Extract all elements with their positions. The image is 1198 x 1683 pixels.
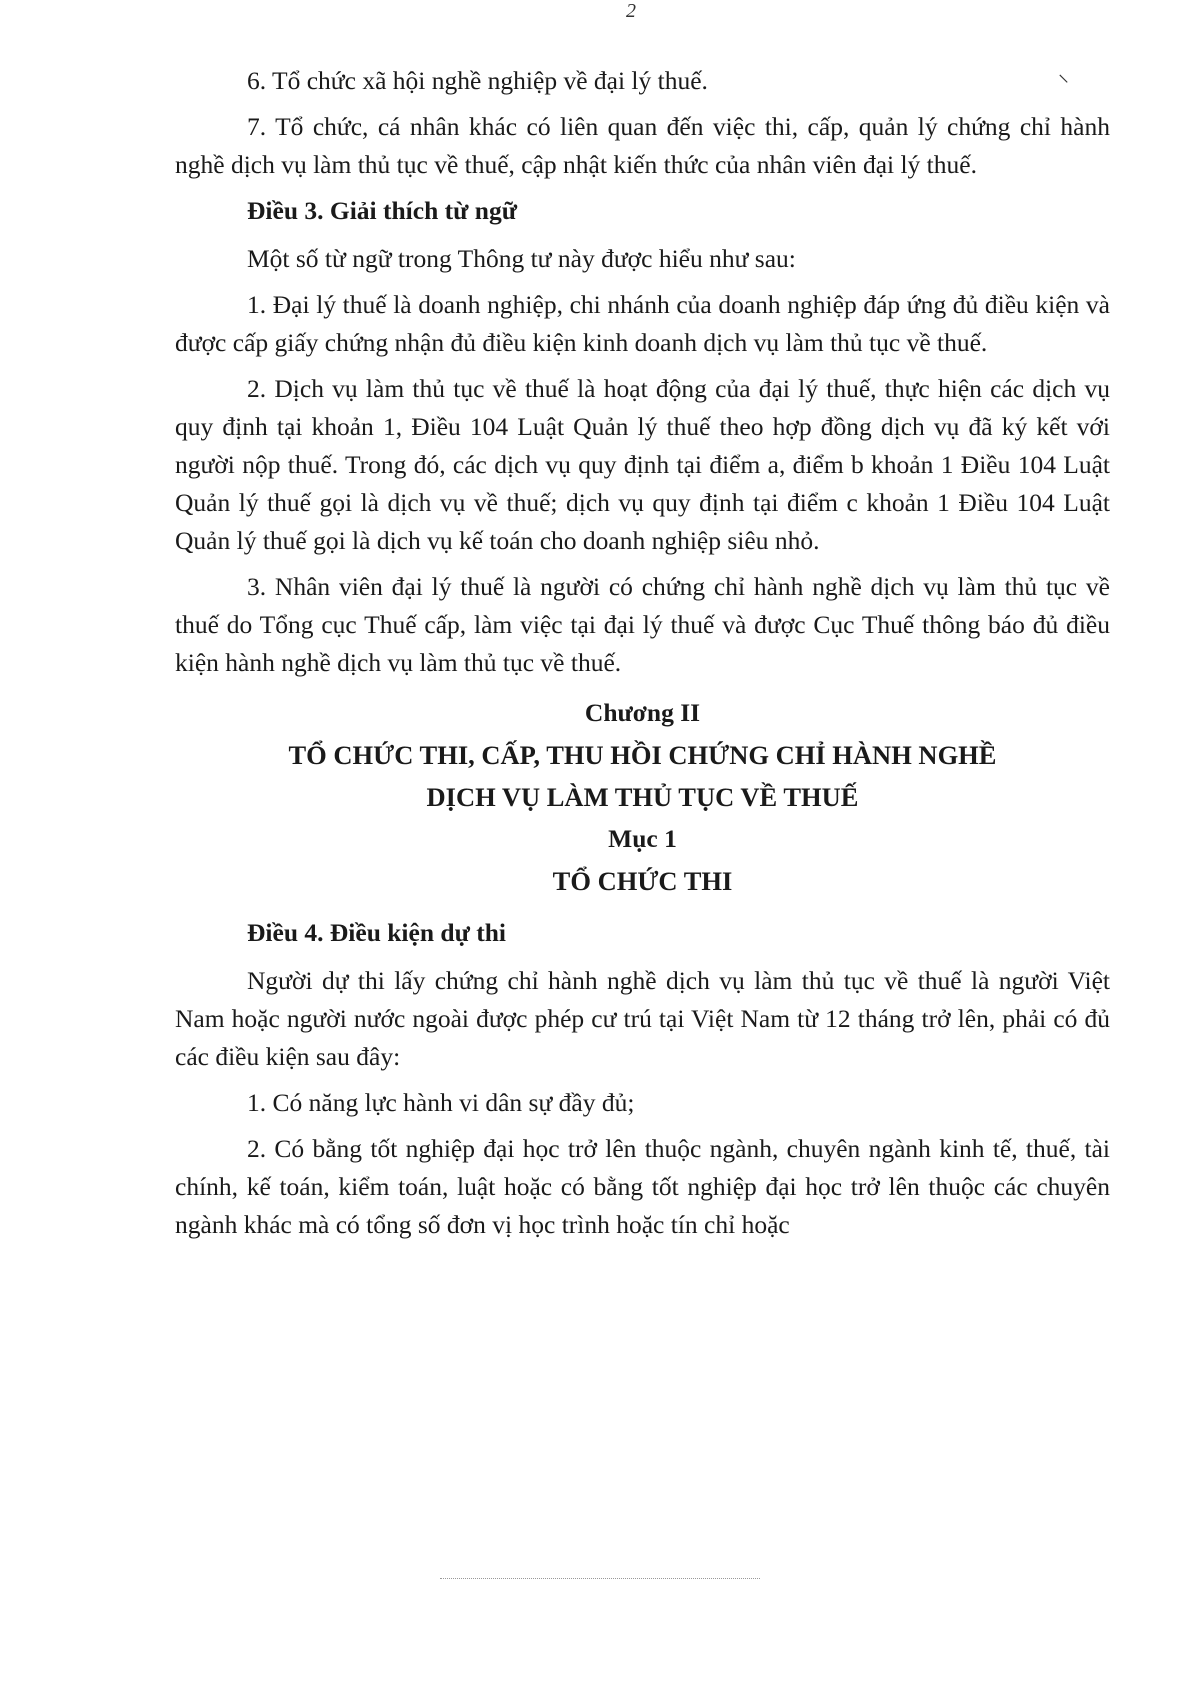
chapter-title-line-1: TỔ CHỨC THI, CẤP, THU HỒI CHỨNG CHỈ HÀNH NGHỀ (288, 740, 997, 770)
paragraph-item-6: 6. Tổ chức xã hội nghề nghiệp về đại lý thuế. (247, 66, 708, 95)
scan-speck: ⸜ (1058, 61, 1070, 86)
article-4-item-1: 1. Có năng lực hành vi dân sự đầy đủ; (247, 1088, 635, 1117)
chapter-title-line-2: DỊCH VỤ LÀM THỦ TỤC VỀ THUẾ (426, 782, 859, 812)
article-3-item-2: 2. Dịch vụ làm thủ tục về thuế là hoạt động của đại lý thuế, thực hiện các dịch vụ quy định tại khoản 1, Điều 104 Luật Quản lý thuế theo hợp đồng dịch vụ đã ký kết với người nộp thuế. Trong đó, các dịch vụ quy định tại điểm a, điểm b khoản 1 Điều 104 Luật Quản lý thuế gọi là dịch vụ về thuế; dịch vụ quy định tại điểm c khoản 1 Điều 104 Luật Quản lý thuế gọi là dịch vụ kế toán cho doanh nghiệp siêu nhỏ. (175, 374, 1110, 555)
article-4-item-2: 2. Có bằng tốt nghiệp đại học trở lên thuộc ngành, chuyên ngành kinh tế, thuế, tài chính, kế toán, kiểm toán, luật hoặc có bằng tốt nghiệp đại học trở lên thuộc các chuyên ngành khác mà có tổng số đơn vị học trình hoặc tín chỉ hoặc (175, 1134, 1110, 1239)
article-3-item-3: 3. Nhân viên đại lý thuế là người có chứng chỉ hành nghề dịch vụ làm thủ tục về thuế do Tổng cục Thuế cấp, làm việc tại đại lý thuế và được Cục Thuế thông báo đủ điều kiện hành nghề dịch vụ làm thủ tục về thuế. (175, 572, 1110, 677)
document-body (175, 62, 1110, 1252)
article-4-heading: Điều 4. Điều kiện dự thi (247, 918, 507, 947)
page-marker: 2 (626, 0, 636, 22)
chapter-label: Chương II (584, 698, 701, 727)
paragraph-item-7: 7. Tổ chức, cá nhân khác có liên quan đến việc thi, cấp, quản lý chứng chỉ hành nghề dịch vụ làm thủ tục về thuế, cập nhật kiến thức của nhân viên đại lý thuế. (175, 112, 1110, 179)
section-title: TỔ CHỨC THI (552, 866, 733, 896)
scan-noise-line (440, 1578, 760, 1581)
section-label: Mục 1 (608, 824, 677, 853)
article-4-intro: Người dự thi lấy chứng chỉ hành nghề dịch vụ làm thủ tục về thuế là người Việt Nam hoặc người nước ngoài được phép cư trú tại Việt Nam từ 12 tháng trở lên, phải có đủ các điều kiện sau đây: (175, 966, 1110, 1071)
article-3-intro: Một số từ ngữ trong Thông tư này được hiểu như sau: (247, 244, 796, 273)
article-3-item-1: 1. Đại lý thuế là doanh nghiệp, chi nhánh của doanh nghiệp đáp ứng đủ điều kiện và được cấp giấy chứng nhận đủ điều kiện kinh doanh dịch vụ làm thủ tục về thuế. (175, 290, 1110, 357)
article-3-heading: Điều 3. Giải thích từ ngữ (247, 196, 518, 225)
